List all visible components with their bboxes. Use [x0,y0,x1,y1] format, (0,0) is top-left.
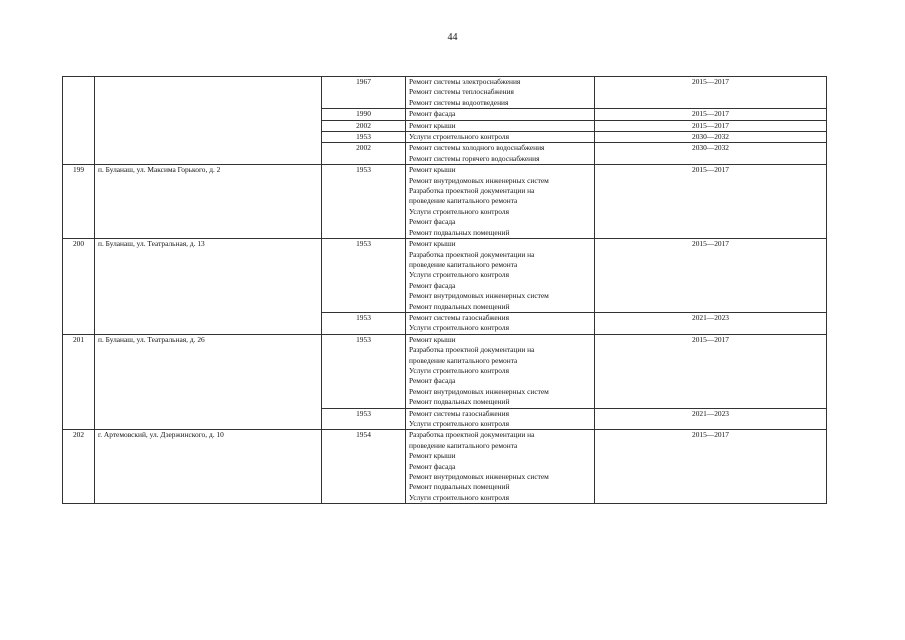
work-item: проведение капитального ремонта [409,259,518,269]
period-cell: 2030—2032 [595,143,827,165]
period-cell: 2015—2017 [595,109,827,120]
work-item: Ремонт подвальных помещений [409,301,510,311]
work-item: Ремонт крыши [409,451,456,461]
table-row [63,239,827,313]
work-item: Ремонт системы теплоснабжения [409,87,514,97]
year-cell: 1953 [322,408,406,430]
work-item: Услуги строительного контроля [409,492,509,502]
works-cell [406,77,595,109]
year-cell: 1954 [322,430,406,504]
works-cell [406,132,595,143]
work-item: Ремонт системы газоснабжения [409,408,509,418]
work-item: Ремонт подвальных помещений [409,397,510,407]
works-cell [406,120,595,131]
works-cell [406,312,595,334]
work-item: Услуги строительного контроля [409,132,509,142]
work-item: Услуги строительного контроля [409,323,509,333]
row-number: 202 [63,430,95,504]
house-address: п. Буланаш, ул. Театральная, д. 13 [95,239,322,335]
year-cell: 1967 [322,77,406,109]
year-cell: 1953 [322,132,406,143]
period-cell: 2015—2017 [595,120,827,131]
house-address: г. Артемовский, ул. Дзержинского, д. 10 [95,430,322,504]
work-item: Ремонт фасада [409,376,456,386]
work-item: Ремонт системы горячего водоснабжения [409,153,540,163]
work-item: Разработка проектной документации на [409,249,535,259]
house-address [95,77,322,165]
work-item: Ремонт крыши [409,120,456,130]
work-item: Услуги строительного контроля [409,206,509,216]
row-number: 201 [63,334,95,430]
work-item: Услуги строительного контроля [409,270,509,280]
work-item: Ремонт подвальных помещений [409,227,510,237]
work-item: Ремонт внутридомовых инженерных систем [409,175,549,185]
work-item: Услуги строительного контроля [409,419,509,428]
work-item: Ремонт фасада [409,217,456,227]
period-cell: 2030—2032 [595,132,827,143]
work-item: Ремонт системы водоотведения [409,97,509,107]
work-item: проведение капитального ремонта [409,196,518,206]
work-item: Разработка проектной документации на [409,345,535,355]
works-cell [406,143,595,165]
year-cell: 1990 [322,109,406,120]
period-cell: 2015—2017 [595,430,827,504]
row-number: 199 [63,165,95,239]
work-item: Ремонт системы газоснабжения [409,312,509,322]
period-cell: 2021—2023 [595,312,827,334]
row-number: 200 [63,239,95,335]
table-row [63,165,827,239]
works-cell [406,239,595,313]
period-cell: 2015—2017 [595,239,827,313]
row-number [63,77,95,165]
period-cell: 2021—2023 [595,408,827,430]
repair-plan-table [62,76,827,504]
table-row [63,334,827,408]
year-cell: 1953 [322,239,406,313]
works-cell [406,109,595,120]
works-cell [406,430,595,504]
table-body [63,77,827,504]
table-row [63,77,827,109]
work-item: Ремонт системы холодного водоснабжения [409,143,545,153]
page-number: 44 [447,32,458,43]
year-cell: 1953 [322,165,406,239]
year-cell: 1953 [322,312,406,334]
work-item: Ремонт системы электроснабжения [409,77,521,86]
work-item: Ремонт внутридомовых инженерных систем [409,472,549,482]
work-item: Ремонт подвальных помещений [409,482,510,492]
work-item: Ремонт внутридомовых инженерных систем [409,291,549,301]
work-item: Ремонт фасада [409,280,456,290]
period-cell: 2015—2017 [595,77,827,109]
work-item: Ремонт крыши [409,334,456,344]
table-row [63,430,827,504]
period-cell: 2015—2017 [595,165,827,239]
year-cell: 1953 [322,334,406,408]
work-item: Услуги строительного контроля [409,365,509,375]
work-item: Разработка проектной документации на [409,430,535,440]
work-item: Ремонт внутридомовых инженерных систем [409,386,549,396]
period-cell: 2015—2017 [595,334,827,408]
work-item: Ремонт крыши [409,165,456,175]
work-item: Ремонт крыши [409,239,456,249]
works-cell [406,165,595,239]
year-cell: 2002 [322,143,406,165]
work-item: Разработка проектной документации на [409,186,535,196]
year-cell: 2002 [322,120,406,131]
works-cell [406,408,595,430]
work-item: проведение капитального ремонта [409,355,518,365]
house-address: п. Буланаш, ул. Театральная, д. 26 [95,334,322,430]
work-item: Ремонт фасада [409,461,456,471]
house-address: п. Буланаш, ул. Максима Горького, д. 2 [95,165,322,239]
works-cell [406,334,595,408]
work-item: проведение капитального ремонта [409,440,518,450]
work-item: Ремонт фасада [409,109,456,119]
